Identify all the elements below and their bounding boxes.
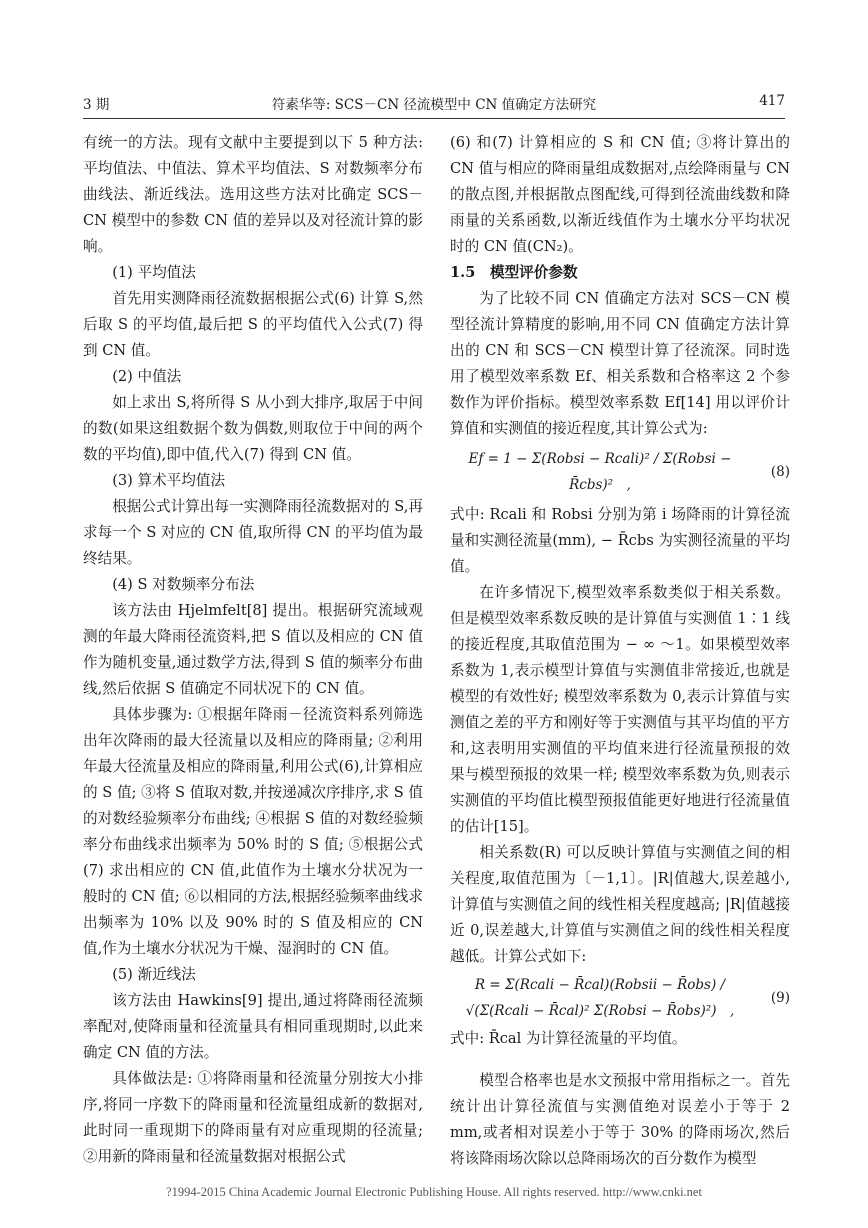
method-heading: (4) S 对数频率分布法 [112,576,255,593]
paragraph: (6) 和(7) 计算相应的 S 和 CN 值; ③将计算出的 CN 值与相应的降雨量组成数据对,点绘降雨量与 CN 的散点图,并根据散点图配线,可得到径流曲线数和降雨量的关系函数,以渐近线值作为土壤水分平均状况时的 CN 值(CN₂)。 [450,134,790,255]
paragraph: 首先用实测降雨径流数据根据公式(6) 计算 S,然后取 S 的平均值,最后把 S 的平均值代入公式(7) 得到 CN 值。 [83,290,423,359]
equation-8 [450,442,790,502]
method-heading: (3) 算术平均值法 [112,472,226,489]
section-heading: 1.5 模型评价参数 [450,264,578,281]
equation-expression: Ef = 1 − Σ(Robsi − Rcali)² / Σ(Robsi − R̄cbs)² , [468,451,732,493]
paragraph: 式中: Rcali 和 Robsi 分别为第 i 场降雨的计算径流量和实测径流量(mm), − R̄cbs 为实测径流量的平均值。 [450,506,790,575]
paragraph: 该方法由 Hjelmfelt[8] 提出。根据研究流域观测的年最大降雨径流资料,把 S 值以及相应的 CN 值作为随机变量,通过数学方法,得到 S 值的频率分布曲线,然后依据 S 值确定不同状况下的 CN 值。 [83,602,423,697]
method-heading: (1) 平均值法 [112,264,196,281]
equation-number: (8) [770,464,790,480]
equation-9 [450,970,790,1026]
paragraph: 在许多情况下,模型效率系数类似于相关系数。但是模型效率系数反映的是计算值与实测值 1∶1 线的接近程度,其取值范围为 − ∞ ～1。如果模型效率系数为 1,表示模型计算值与实测值非常接近,也就是模型的有效性好; 模型效率系数为 0,表示计算值与实测值之差的平方和刚好等于实测值与其平均值的平方和,这表明用实测值的平均值来进行径流量预报的效果与模型预报的效果一样; 模型效率系数为负,则表示实测值的平均值比模型预报值能更好地进行径流量值的估计[15]。 [450,584,790,835]
paragraph: 相关系数(R) 可以反映计算值与实测值之间的相关程度,取值范围为〔－1,1〕。|R|值越大,误差越小,计算值与实测值之间的线性相关程度越高; |R|值越接近 0,误差越大,计算值与实测值之间的线性相关程度越低。计算公式如下: [450,844,790,965]
method-heading: (5) 渐近线法 [112,966,196,983]
paragraph: 式中: R̄cal 为计算径流量的平均值。 [450,1030,687,1047]
method-heading: (2) 中值法 [112,368,182,385]
spacer [450,1052,790,1068]
left-column [83,130,423,1170]
paragraph: 根据公式计算出每一实测降雨径流数据对的 S,再求每一个 S 对应的 CN 值,取所得 CN 的平均值为最终结果。 [83,498,423,567]
paragraph: 如上求出 S,将所得 S 从小到大排序,取居于中间的数(如果这组数据个数为偶数,则取位于中间的两个数的平均值),即中值,代入(7) 得到 CN 值。 [83,394,423,463]
paragraph: 模型合格率也是水文预报中常用指标之一。首先统计出计算径流值与实测值绝对误差小于等于 2 mm,或者相对误差小于等于 30% 的降雨场次,然后将该降雨场次除以总降雨场次的百分数作为模型 [450,1072,790,1167]
page-number: 417 [759,93,785,109]
running-header [83,93,785,117]
paragraph: 该方法由 Hawkins[9] 提出,通过将降雨径流频率配对,使降雨量和径流量具有相同重现期时,以此来确定 CN 值的方法。 [83,992,423,1061]
equation-number: (9) [770,990,790,1006]
issue-number: 3 期 [83,97,110,113]
equation-expression: R = Σ(Rcali − R̄cal)(Robsii − R̄obs) / √(Σ(Rcali − R̄cal)² Σ(Robsi − R̄obs)²) , [465,977,735,1019]
header-rule [83,118,785,119]
running-title: 符素华等: SCS－CN 径流模型中 CN 值确定方法研究 [271,97,597,113]
right-column [450,130,790,1172]
paragraph: 具体做法是: ①将降雨量和径流量分别按大小排序,将同一序数下的降雨量和径流量组成新的数据对,此时同一重现期下的降雨量有对应重现期的径流量; ②用新的降雨量和径流量数据对根据公式 [83,1070,423,1165]
paragraph: 为了比较不同 CN 值确定方法对 SCS－CN 模型径流计算精度的影响,用不同 CN 值确定方法计算出的 CN 和 SCS－CN 模型计算了径流深。同时选用了模型效率系数 Ef、相关系数和合格率这 2 个参数作为评价指标。模型效率系数 Ef[14] 用以评价计算值和实测值的接近程度,其计算公式为: [450,290,790,437]
paragraph: 有统一的方法。现有文献中主要提到以下 5 种方法: 平均值法、中值法、算术平均值法、S 对数频率分布曲线法、渐近线法。选用这些方法对比确定 SCS－CN 模型中的参数 CN 值的差异以及对径流计算的影响。 [83,134,423,255]
copyright-footer: ?1994-2015 China Academic Journal Electronic Publishing House. All rights reserved. http://www.cnki.net [166,1185,702,1199]
paragraph: 具体步骤为: ①根据年降雨－径流资料系列筛选出年次降雨的最大径流量以及相应的降雨量; ②利用年最大径流量及相应的降雨量,利用公式(6),计算相应的 S 值; ③将 S 值取对数,并按递减次序排序,求 S 值的对数经验频率分布曲线; ④根据 S 值的对数经验频率分布曲线求出频率为 50% 时的 S 值; ⑤根据公式(7) 求出相应的 CN 值,此值作为土壤水分状况为一般时的 CN 值; ⑥以相同的方法,根据经验频率曲线求出频率为 10% 以及 90% 时的 S 值及相应的 CN 值,作为土壤水分状况为干燥、湿润时的 CN 值。 [83,706,423,957]
